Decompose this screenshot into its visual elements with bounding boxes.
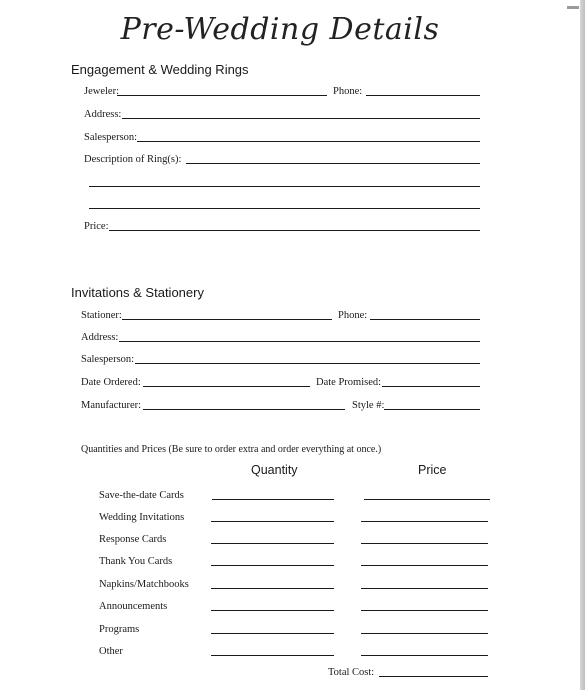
jeweler-phone-field[interactable] <box>366 95 480 96</box>
quantity-column-header: Quantity <box>251 463 298 477</box>
stationer-field[interactable] <box>122 319 332 320</box>
section-heading-rings: Engagement & Wedding Rings <box>71 62 249 77</box>
ring-salesperson-field[interactable] <box>137 141 480 142</box>
price-field[interactable] <box>364 499 490 500</box>
price-field[interactable] <box>361 633 488 634</box>
quantity-field[interactable] <box>211 521 334 522</box>
date-ordered-label: Date Ordered: <box>81 377 141 388</box>
price-field[interactable] <box>361 655 488 656</box>
quantity-item-label: Response Cards <box>99 534 167 545</box>
total-cost-label: Total Cost: <box>328 667 375 678</box>
ring-description-field-3[interactable] <box>89 208 480 209</box>
price-field[interactable] <box>361 565 488 566</box>
price-column-header: Price <box>418 463 447 477</box>
price-field[interactable] <box>361 543 488 544</box>
date-promised-label: Date Promised: <box>316 377 382 388</box>
quantity-field[interactable] <box>211 655 334 656</box>
ring-address-label: Address: <box>84 109 122 120</box>
quantity-field[interactable] <box>211 588 334 589</box>
quantity-item-label: Announcements <box>99 601 168 612</box>
stationer-address-field[interactable] <box>119 341 480 342</box>
ring-salesperson-label: Salesperson: <box>84 132 138 143</box>
section-heading-invitations: Invitations & Stationery <box>71 285 204 300</box>
price-field[interactable] <box>361 588 488 589</box>
manufacturer-label: Manufacturer: <box>81 400 142 411</box>
page-title: Pre-Wedding Details <box>120 12 440 47</box>
quantity-item-label: Save-the-date Cards <box>99 490 184 501</box>
quantity-item-label: Programs <box>99 624 140 635</box>
ring-address-field[interactable] <box>122 118 480 119</box>
ring-price-field[interactable] <box>109 230 480 231</box>
quantity-field[interactable] <box>211 543 334 544</box>
quantity-item-label: Wedding Invitations <box>99 512 185 523</box>
quantity-item-label: Napkins/Matchbooks <box>99 579 189 590</box>
date-ordered-field[interactable] <box>143 386 310 387</box>
page-edge <box>580 0 585 690</box>
jeweler-field[interactable] <box>117 95 327 96</box>
quantity-item-label: Other <box>99 646 123 657</box>
quantity-field[interactable] <box>211 633 334 634</box>
total-cost-field[interactable] <box>379 676 488 677</box>
ring-description-field-1[interactable] <box>186 163 480 164</box>
price-field[interactable] <box>361 610 488 611</box>
style-number-field[interactable] <box>384 409 480 410</box>
manufacturer-field[interactable] <box>143 409 345 410</box>
quantity-field[interactable] <box>212 499 334 500</box>
quantities-intro: Quantities and Prices (Be sure to order extra and order everything at once.) <box>81 444 382 455</box>
quantity-field[interactable] <box>211 610 334 611</box>
ring-description-field-2[interactable] <box>89 186 480 187</box>
quantity-item-label: Thank You Cards <box>99 556 173 567</box>
style-number-label: Style #: <box>352 400 385 411</box>
date-promised-field[interactable] <box>382 386 480 387</box>
stationer-address-label: Address: <box>81 332 119 343</box>
stationer-salesperson-field[interactable] <box>135 363 480 364</box>
jeweler-label: Jeweler: <box>84 86 119 97</box>
quantity-field[interactable] <box>211 565 334 566</box>
jeweler-phone-label: Phone: <box>333 86 363 97</box>
ring-description-label: Description of Ring(s): <box>84 154 182 165</box>
stationer-label: Stationer: <box>81 310 122 321</box>
stationer-salesperson-label: Salesperson: <box>81 354 135 365</box>
stationer-phone-label: Phone: <box>338 310 368 321</box>
price-field[interactable] <box>361 521 488 522</box>
ring-price-label: Price: <box>84 221 109 232</box>
stationer-phone-field[interactable] <box>370 319 480 320</box>
window-control <box>567 6 579 9</box>
